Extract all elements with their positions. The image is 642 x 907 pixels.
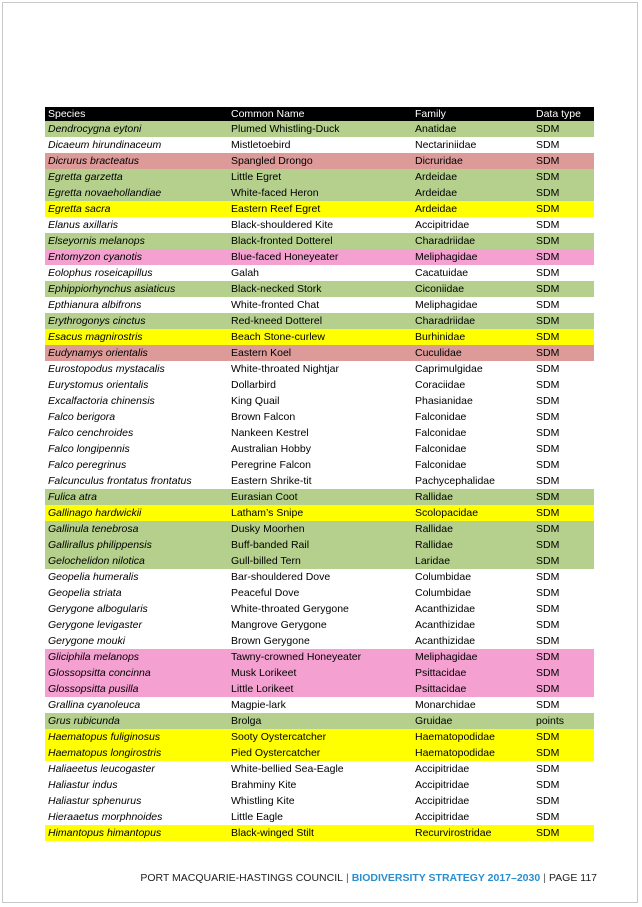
- table-row: [45, 281, 594, 297]
- cell-family: Rallidae: [412, 489, 533, 505]
- cell-common-name: White-throated Nightjar: [228, 361, 412, 377]
- page-footer: [140, 872, 597, 884]
- table-row: [45, 665, 594, 681]
- table-row: [45, 713, 594, 729]
- cell-common-name: Black-necked Stork: [228, 281, 412, 297]
- cell-common-name: Eurasian Coot: [228, 489, 412, 505]
- table-body: [45, 121, 594, 841]
- cell-data-type: SDM: [533, 457, 594, 473]
- cell-species: Eudynamys orientalis: [45, 345, 228, 361]
- cell-common-name: Australian Hobby: [228, 441, 412, 457]
- cell-common-name: Brown Gerygone: [228, 633, 412, 649]
- cell-data-type: SDM: [533, 777, 594, 793]
- cell-species: Falco peregrinus: [45, 457, 228, 473]
- cell-common-name: Latham’s Snipe: [228, 505, 412, 521]
- cell-common-name: Musk Lorikeet: [228, 665, 412, 681]
- cell-family: Scolopacidae: [412, 505, 533, 521]
- cell-family: Meliphagidae: [412, 249, 533, 265]
- cell-data-type: SDM: [533, 473, 594, 489]
- table-row: [45, 121, 594, 137]
- cell-family: Ardeidae: [412, 201, 533, 217]
- table-row: [45, 409, 594, 425]
- table-row: [45, 825, 594, 841]
- cell-species: Eurystomus orientalis: [45, 377, 228, 393]
- cell-species: Elanus axillaris: [45, 217, 228, 233]
- cell-data-type: SDM: [533, 425, 594, 441]
- cell-common-name: Little Lorikeet: [228, 681, 412, 697]
- cell-data-type: SDM: [533, 153, 594, 169]
- cell-family: Accipitridae: [412, 809, 533, 825]
- cell-common-name: Brahminy Kite: [228, 777, 412, 793]
- cell-common-name: Galah: [228, 265, 412, 281]
- cell-family: Charadriidae: [412, 313, 533, 329]
- table-row: [45, 265, 594, 281]
- cell-family: Columbidae: [412, 585, 533, 601]
- footer-strategy: BIODIVERSITY STRATEGY 2017–2030: [351, 872, 541, 884]
- cell-family: Ardeidae: [412, 185, 533, 201]
- cell-species: Gerygone albogularis: [45, 601, 228, 617]
- cell-family: Accipitridae: [412, 777, 533, 793]
- cell-data-type: SDM: [533, 281, 594, 297]
- cell-common-name: Whistling Kite: [228, 793, 412, 809]
- cell-family: Phasianidae: [412, 393, 533, 409]
- cell-data-type: SDM: [533, 585, 594, 601]
- cell-family: Ardeidae: [412, 169, 533, 185]
- table-row: [45, 729, 594, 745]
- cell-data-type: SDM: [533, 345, 594, 361]
- cell-common-name: White-fronted Chat: [228, 297, 412, 313]
- table-row: [45, 777, 594, 793]
- cell-species: Erythrogonys cinctus: [45, 313, 228, 329]
- cell-common-name: Black-shouldered Kite: [228, 217, 412, 233]
- table-row: [45, 585, 594, 601]
- cell-species: Dicrurus bracteatus: [45, 153, 228, 169]
- cell-common-name: Brown Falcon: [228, 409, 412, 425]
- cell-species: Haematopus longirostris: [45, 745, 228, 761]
- cell-species: Eolophus roseicapillus: [45, 265, 228, 281]
- cell-data-type: SDM: [533, 185, 594, 201]
- cell-species: Excalfactoria chinensis: [45, 393, 228, 409]
- cell-species: Gallinago hardwickii: [45, 505, 228, 521]
- cell-common-name: Mangrove Gerygone: [228, 617, 412, 633]
- table-row: [45, 201, 594, 217]
- cell-species: Geopelia striata: [45, 585, 228, 601]
- cell-data-type: SDM: [533, 729, 594, 745]
- cell-species: Elseyornis melanops: [45, 233, 228, 249]
- cell-species: Eurostopodus mystacalis: [45, 361, 228, 377]
- cell-species: Grallina cyanoleuca: [45, 697, 228, 713]
- cell-species: Esacus magnirostris: [45, 329, 228, 345]
- cell-common-name: Eastern Shrike-tit: [228, 473, 412, 489]
- cell-data-type: SDM: [533, 121, 594, 137]
- table-row: [45, 153, 594, 169]
- cell-family: Dicruridae: [412, 153, 533, 169]
- cell-data-type: SDM: [533, 361, 594, 377]
- cell-data-type: SDM: [533, 393, 594, 409]
- cell-species: Fulica atra: [45, 489, 228, 505]
- cell-data-type: SDM: [533, 377, 594, 393]
- cell-family: Nectariniidae: [412, 137, 533, 153]
- cell-common-name: Red-kneed Dotterel: [228, 313, 412, 329]
- cell-common-name: Beach Stone-curlew: [228, 329, 412, 345]
- table-row: [45, 617, 594, 633]
- footer-separator: |: [543, 872, 546, 884]
- cell-common-name: Mistletoebird: [228, 137, 412, 153]
- cell-family: Burhinidae: [412, 329, 533, 345]
- cell-species: Haliastur indus: [45, 777, 228, 793]
- cell-common-name: Dollarbird: [228, 377, 412, 393]
- cell-common-name: White-throated Gerygone: [228, 601, 412, 617]
- cell-data-type: SDM: [533, 665, 594, 681]
- cell-species: Hieraaetus morphnoides: [45, 809, 228, 825]
- cell-common-name: Plumed Whistling-Duck: [228, 121, 412, 137]
- cell-common-name: Magpie-lark: [228, 697, 412, 713]
- cell-species: Epthianura albifrons: [45, 297, 228, 313]
- cell-family: Rallidae: [412, 537, 533, 553]
- cell-species: Egretta novaehollandiae: [45, 185, 228, 201]
- cell-common-name: Eastern Koel: [228, 345, 412, 361]
- cell-species: Falco berigora: [45, 409, 228, 425]
- table-row: [45, 393, 594, 409]
- cell-data-type: SDM: [533, 137, 594, 153]
- cell-family: Columbidae: [412, 569, 533, 585]
- cell-data-type: SDM: [533, 601, 594, 617]
- cell-family: Pachycephalidae: [412, 473, 533, 489]
- cell-family: Falconidae: [412, 409, 533, 425]
- cell-family: Meliphagidae: [412, 649, 533, 665]
- cell-data-type: SDM: [533, 297, 594, 313]
- cell-data-type: SDM: [533, 761, 594, 777]
- cell-common-name: Nankeen Kestrel: [228, 425, 412, 441]
- cell-data-type: SDM: [533, 233, 594, 249]
- cell-common-name: Black-winged Stilt: [228, 825, 412, 841]
- cell-data-type: SDM: [533, 633, 594, 649]
- table-row: [45, 569, 594, 585]
- cell-species: Himantopus himantopus: [45, 825, 228, 841]
- cell-data-type: SDM: [533, 489, 594, 505]
- cell-species: Gelochelidon nilotica: [45, 553, 228, 569]
- table-row: [45, 137, 594, 153]
- cell-species: Haematopus fuliginosus: [45, 729, 228, 745]
- cell-data-type: SDM: [533, 793, 594, 809]
- table-row: [45, 441, 594, 457]
- header-data-type: Data type: [533, 107, 594, 121]
- cell-family: Falconidae: [412, 425, 533, 441]
- cell-family: Gruidae: [412, 713, 533, 729]
- cell-data-type: SDM: [533, 409, 594, 425]
- table-row: [45, 329, 594, 345]
- table-row: [45, 761, 594, 777]
- cell-common-name: King Quail: [228, 393, 412, 409]
- cell-common-name: Peaceful Dove: [228, 585, 412, 601]
- species-table: [45, 107, 594, 841]
- cell-species: Egretta sacra: [45, 201, 228, 217]
- table-row: [45, 169, 594, 185]
- cell-species: Geopelia humeralis: [45, 569, 228, 585]
- table-row: [45, 793, 594, 809]
- footer-council: PORT MACQUARIE-HASTINGS COUNCIL: [140, 872, 343, 884]
- cell-data-type: points: [533, 713, 594, 729]
- cell-species: Falco longipennis: [45, 441, 228, 457]
- cell-family: Haematopodidae: [412, 745, 533, 761]
- cell-data-type: SDM: [533, 745, 594, 761]
- cell-species: Falcunculus frontatus frontatus: [45, 473, 228, 489]
- table-row: [45, 745, 594, 761]
- table-row: [45, 297, 594, 313]
- cell-family: Psittacidae: [412, 681, 533, 697]
- cell-data-type: SDM: [533, 809, 594, 825]
- cell-data-type: SDM: [533, 169, 594, 185]
- cell-species: Gallinula tenebrosa: [45, 521, 228, 537]
- table-row: [45, 697, 594, 713]
- cell-common-name: Brolga: [228, 713, 412, 729]
- cell-data-type: SDM: [533, 825, 594, 841]
- cell-common-name: Little Eagle: [228, 809, 412, 825]
- cell-species: Entomyzon cyanotis: [45, 249, 228, 265]
- cell-data-type: SDM: [533, 569, 594, 585]
- cell-data-type: SDM: [533, 217, 594, 233]
- cell-family: Psittacidae: [412, 665, 533, 681]
- cell-species: Haliaeetus leucogaster: [45, 761, 228, 777]
- cell-data-type: SDM: [533, 521, 594, 537]
- table-row: [45, 377, 594, 393]
- cell-common-name: Little Egret: [228, 169, 412, 185]
- cell-common-name: Eastern Reef Egret: [228, 201, 412, 217]
- cell-common-name: Tawny-crowned Honeyeater: [228, 649, 412, 665]
- cell-family: Recurvirostridae: [412, 825, 533, 841]
- cell-family: Falconidae: [412, 457, 533, 473]
- cell-family: Cacatuidae: [412, 265, 533, 281]
- cell-species: Gliciphila melanops: [45, 649, 228, 665]
- header-common-name: Common Name: [228, 107, 412, 121]
- table-row: [45, 425, 594, 441]
- header-species: Species: [45, 107, 228, 121]
- cell-family: Rallidae: [412, 521, 533, 537]
- cell-data-type: SDM: [533, 649, 594, 665]
- table-row: [45, 649, 594, 665]
- table-row: [45, 473, 594, 489]
- cell-common-name: Buff-banded Rail: [228, 537, 412, 553]
- cell-common-name: Dusky Moorhen: [228, 521, 412, 537]
- cell-family: Charadriidae: [412, 233, 533, 249]
- cell-data-type: SDM: [533, 313, 594, 329]
- table-row: [45, 809, 594, 825]
- cell-data-type: SDM: [533, 537, 594, 553]
- table-row: [45, 345, 594, 361]
- cell-species: Dendrocygna eytoni: [45, 121, 228, 137]
- cell-species: Falco cenchroides: [45, 425, 228, 441]
- cell-family: Acanthizidae: [412, 633, 533, 649]
- cell-data-type: SDM: [533, 249, 594, 265]
- cell-data-type: SDM: [533, 681, 594, 697]
- cell-family: Caprimulgidae: [412, 361, 533, 377]
- table-row: [45, 233, 594, 249]
- table-header-row: [45, 107, 594, 121]
- cell-data-type: SDM: [533, 505, 594, 521]
- table-row: [45, 185, 594, 201]
- cell-common-name: Blue-faced Honeyeater: [228, 249, 412, 265]
- cell-common-name: Sooty Oystercatcher: [228, 729, 412, 745]
- cell-species: Haliastur sphenurus: [45, 793, 228, 809]
- cell-common-name: White-faced Heron: [228, 185, 412, 201]
- table-row: [45, 361, 594, 377]
- cell-common-name: Bar-shouldered Dove: [228, 569, 412, 585]
- table-row: [45, 537, 594, 553]
- table-row: [45, 681, 594, 697]
- cell-family: Accipitridae: [412, 761, 533, 777]
- cell-family: Haematopodidae: [412, 729, 533, 745]
- cell-data-type: SDM: [533, 697, 594, 713]
- cell-common-name: Gull-billed Tern: [228, 553, 412, 569]
- cell-family: Ciconiidae: [412, 281, 533, 297]
- table-row: [45, 553, 594, 569]
- cell-family: Monarchidae: [412, 697, 533, 713]
- cell-species: Gerygone levigaster: [45, 617, 228, 633]
- cell-common-name: White-bellied Sea-Eagle: [228, 761, 412, 777]
- table-row: [45, 313, 594, 329]
- footer-separator: |: [345, 872, 349, 884]
- table-row: [45, 217, 594, 233]
- cell-family: Meliphagidae: [412, 297, 533, 313]
- table-row: [45, 601, 594, 617]
- cell-species: Dicaeum hirundinaceum: [45, 137, 228, 153]
- table-row: [45, 489, 594, 505]
- cell-common-name: Spangled Drongo: [228, 153, 412, 169]
- cell-data-type: SDM: [533, 201, 594, 217]
- cell-common-name: Pied Oystercatcher: [228, 745, 412, 761]
- footer-page-number: PAGE 117: [548, 872, 597, 884]
- cell-family: Acanthizidae: [412, 601, 533, 617]
- cell-species: Gerygone mouki: [45, 633, 228, 649]
- cell-common-name: Peregrine Falcon: [228, 457, 412, 473]
- cell-family: Falconidae: [412, 441, 533, 457]
- cell-family: Anatidae: [412, 121, 533, 137]
- cell-species: Grus rubicunda: [45, 713, 228, 729]
- cell-family: Laridae: [412, 553, 533, 569]
- cell-family: Accipitridae: [412, 217, 533, 233]
- cell-family: Acanthizidae: [412, 617, 533, 633]
- cell-family: Cuculidae: [412, 345, 533, 361]
- cell-common-name: Black-fronted Dotterel: [228, 233, 412, 249]
- table-row: [45, 521, 594, 537]
- header-family: Family: [412, 107, 533, 121]
- cell-species: Gallirallus philippensis: [45, 537, 228, 553]
- cell-data-type: SDM: [533, 265, 594, 281]
- table-row: [45, 633, 594, 649]
- cell-data-type: SDM: [533, 553, 594, 569]
- cell-species: Ephippiorhynchus asiaticus: [45, 281, 228, 297]
- cell-species: Glossopsitta concinna: [45, 665, 228, 681]
- cell-data-type: SDM: [533, 617, 594, 633]
- table-row: [45, 249, 594, 265]
- cell-species: Egretta garzetta: [45, 169, 228, 185]
- cell-family: Coraciidae: [412, 377, 533, 393]
- cell-data-type: SDM: [533, 441, 594, 457]
- table-row: [45, 457, 594, 473]
- cell-species: Glossopsitta pusilla: [45, 681, 228, 697]
- cell-data-type: SDM: [533, 329, 594, 345]
- table-row: [45, 505, 594, 521]
- cell-family: Accipitridae: [412, 793, 533, 809]
